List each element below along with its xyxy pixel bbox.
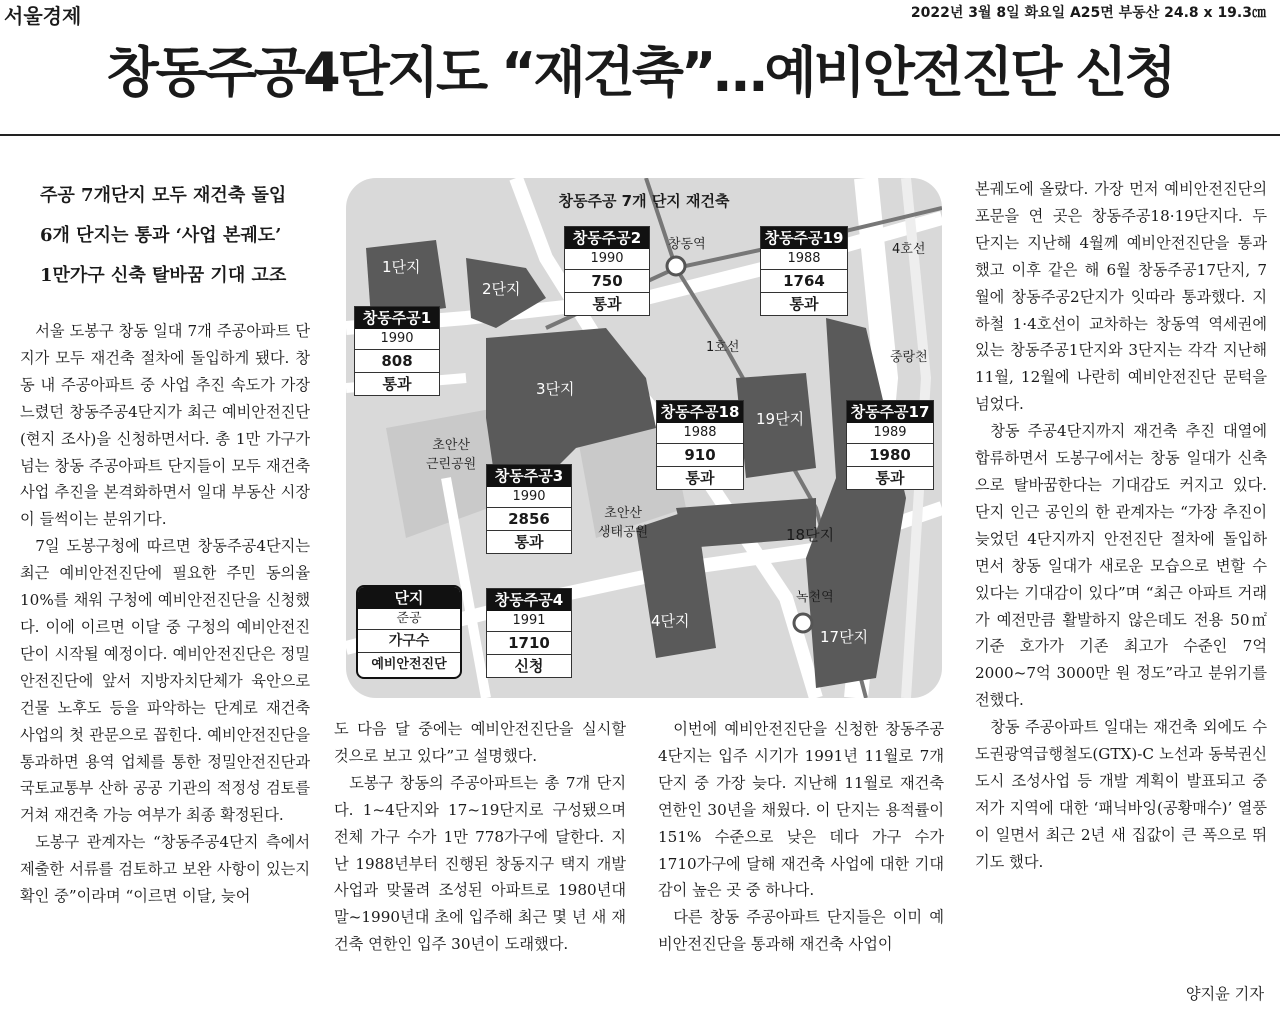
complex-box-19 [760, 226, 848, 316]
subhead-2: 6개 단지는 통과 ‘사업 본궤도’ [40, 225, 282, 246]
complex-units: 910 [657, 444, 743, 467]
complex-name: 창동주공2 [565, 227, 649, 249]
map-graphic [346, 178, 942, 698]
complex-year: 1988 [761, 249, 847, 270]
map-title: 창동주공 7개 단지 재건축 [558, 192, 730, 210]
subheads [40, 176, 310, 296]
legend-row-units: 가구수 [358, 630, 460, 653]
complex-status: 신청 [514, 657, 544, 675]
complex-status: 통과 [875, 469, 905, 487]
label-district-4: 4단지 [651, 612, 690, 630]
paragraph: 도 다음 달 중에는 예비안전진단을 실시할 것으로 보고 있다”고 설명했다. [334, 720, 626, 765]
complex-name: 창동주공18 [657, 401, 743, 423]
byline: 양지윤 기자 [1185, 985, 1264, 1003]
complex-name: 창동주공1 [355, 307, 439, 329]
masthead: 서울경제 [4, 4, 82, 28]
complex-name: 창동주공17 [847, 401, 933, 423]
complex-status: 통과 [592, 295, 622, 313]
complex-year: 1990 [355, 329, 439, 350]
complex-name: 창동주공19 [761, 227, 847, 249]
paragraph: 7일 도봉구청에 따르면 창동주공4단지는 최근 예비안전진단에 필요한 주민 동의율 10%를 채워 구청에 예비안전진단을 신청했다. 이에 이르면 이달 중 구청의 예비안전진단이 시작될 예정이다. 예비안전진단은 정밀안전진단에 앞서 지방자치단체가 육안으로 건물 노후도 등을 파악하는 단계로 재건축 사업의 첫 관문으로 꼽힌다. 예비안전진단을 통과하면 용역 업체를 통한 정밀안전진단과 국토교통부 산하 공공 기관의 적정성 검토를 거쳐 재건축 가능 여부가 최종 확정된다. [20, 537, 310, 825]
complex-status: 통과 [685, 469, 715, 487]
label-district-3: 3단지 [536, 380, 575, 398]
complex-year: 1991 [487, 611, 571, 632]
paragraph: 이번에 예비안전진단을 신청한 창동주공4단지는 입주 시기가 1991년 11월로 7개 단지 중 가장 늦다. 지난해 11월로 재건축 연한인 30년을 채웠다. 이 단지는 용적률이 151% 수준으로 낮은 데다 가구 수가 1710가구에 달해 재건축 사업에 대한 기대감이 높은 곳 중 하나다. [658, 720, 944, 900]
label-district-19: 19단지 [756, 410, 805, 428]
paragraph: 도봉구 창동의 주공아파트는 총 7개 단지다. 1~4단지와 17~19단지로 구성됐으며 전체 가구 수가 1만 778가구에 달한다. 지난 1988년부터 진행된 창동지구 택지 개발 사업과 맞물려 조성된 아파트로 1980년대 말~1990년대 초에 입주해 최근 몇 년 새 재건축 연한인 입주 30년이 도래했다. [334, 773, 626, 954]
complex-box-3 [486, 464, 572, 554]
complex-year: 1990 [487, 487, 571, 508]
complex-status: 통과 [789, 295, 819, 313]
complex-name: 창동주공3 [487, 465, 571, 487]
complex-name: 창동주공4 [487, 589, 571, 611]
complex-box-1 [354, 306, 440, 396]
map-legend [356, 585, 462, 679]
headline: 창동주공4단지도 “재건축”…예비안전진단 신청 [106, 41, 1174, 104]
paragraph: 도봉구 관계자는 “창동주공4단지 측에서 제출한 서류를 검토하고 보완 사항이 있는지 확인 중”이라며 “이르면 이달, 늦어 [20, 833, 310, 906]
complex-year: 1990 [565, 249, 649, 270]
subhead-1: 주공 7개단지 모두 재건축 돌입 [40, 185, 287, 206]
complex-year: 1988 [657, 423, 743, 444]
complex-box-17 [846, 400, 934, 490]
paragraph: 창동 주공4단지까지 재건축 추진 대열에 합류하면서 도봉구에서는 창동 일대가 신축으로 탈바꿈한다는 기대감도 커지고 있다. 단지 인근 공인의 한 관계자는 “가장 추진이 늦었던 4단지까지 안전진단 절차에 돌입하면서 창동 일대가 새로운 모습으로 변할 수 있다는 기대감이 있다”며 “최근 아파트 거래가 예전만큼 활발하지 않은데도 전용 50㎡ 기준 호가가 기존 최고가 수준인 7억 2000~7억 3000만 원 정도”라고 분위기를 전했다. [975, 422, 1267, 710]
complex-units: 1764 [761, 270, 847, 293]
paragraph: 다른 창동 주공아파트 단지들은 이미 예비안전진단을 통과해 재건축 사업이 [658, 908, 944, 954]
label-line-4: 4호선 [892, 242, 926, 257]
subhead-3: 1만가구 신축 탈바꿈 기대 고조 [40, 265, 287, 286]
label-station-changdong: 창동역 [668, 237, 706, 252]
paragraph: 서울 도봉구 창동 일대 7개 주공아파트 단지가 모두 재건축 절차에 돌입하게 됐다. 창동 내 주공아파트 중 사업 추진 속도가 가장 느렸던 창동주공4단지가 최근 예비안전진단(현지 조사)을 신청하면서다. 총 1만 가구가 넘는 창동 주공아파트 단지들이 모두 재건축 사업 추진을 본격화하면서 일대 부동산 시장이 들썩이는 분위기다. [20, 322, 310, 529]
article-column-4 [975, 176, 1267, 876]
paragraph: 창동 주공아파트 일대는 재건축 외에도 수도권광역급행철도(GTX)-C 노선과 동북권신도시 조성사업 등 개발 계획이 발표되고 중저가 지역에 대한 ‘패닉바잉(공황매수)’ 열풍이 일면서 최근 2년 새 집값이 큰 폭으로 뛰기도 했다. [975, 718, 1267, 871]
label-district-1: 1단지 [382, 258, 421, 276]
complex-box-18 [656, 400, 744, 490]
article-column-3 [658, 716, 944, 958]
complex-year: 1989 [847, 423, 933, 444]
complex-status: 통과 [514, 533, 544, 551]
label-district-2: 2단지 [482, 280, 521, 298]
headline-rule [0, 134, 1280, 136]
complex-units: 1980 [847, 444, 933, 467]
complex-status: 통과 [382, 375, 412, 393]
label-station-nokcheon: 녹천역 [796, 590, 834, 605]
label-district-18: 18단지 [786, 526, 835, 544]
legend-row-status: 예비안전진단 [371, 657, 447, 672]
label-park-1: 초안산 근린공원 [426, 438, 477, 472]
article-column-2 [334, 716, 626, 958]
label-park-2: 초안산 생태공원 [598, 506, 649, 540]
legend-row-completion: 준공 [358, 609, 460, 630]
paragraph: 본궤도에 올랐다. 가장 먼저 예비안전진단의 포문을 연 곳은 창동주공18·19단지다. 두 단지는 지난해 4월께 예비안전진단을 통과했고 이후 같은 해 6월 창동주공17단지, 7월에 창동주공2단지가 잇따라 통과했다. 지하철 1·4호선이 교차하는 창동역 역세권에 있는 창동주공1단지와 3단지는 각각 지난해 11월, 12월에 나란히 예비안전진단 문턱을 넘었다. [975, 180, 1267, 414]
complex-box-4 [486, 588, 572, 678]
issue-meta: 2022년 3월 8일 화요일 A25면 부동산 24.8 x 19.3㎝ [910, 5, 1266, 21]
label-line-1: 1호선 [706, 340, 740, 355]
complex-units: 1710 [487, 632, 571, 655]
complex-units: 2856 [487, 508, 571, 531]
article-column-1 [20, 318, 310, 910]
label-district-17: 17단지 [820, 628, 869, 646]
legend-title: 단지 [358, 587, 460, 609]
complex-units: 750 [565, 270, 649, 293]
complex-box-2 [564, 226, 650, 316]
complex-units: 808 [355, 350, 439, 373]
label-stream: 중랑천 [890, 350, 928, 365]
